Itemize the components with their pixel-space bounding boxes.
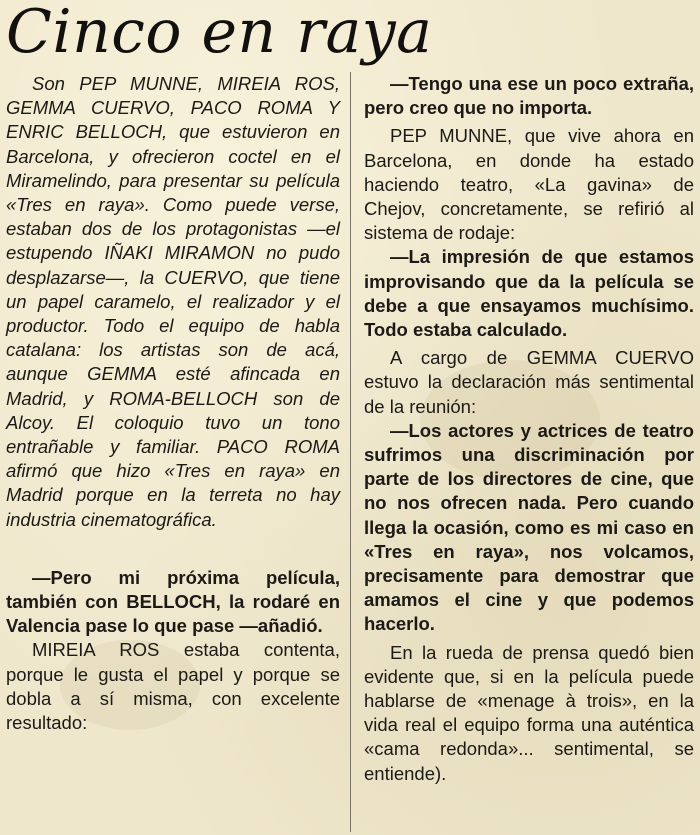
article-headline: Cinco en raya xyxy=(6,0,433,67)
paragraph-gap xyxy=(6,532,340,566)
intro-paragraph: Son PEP MUNNE, MIREIA ROS, GEMMA CUERVO, PACO ROMA Y ENRIC BELLOCH, que estuvieron en Barcelona, y ofrecieron coctel en el Miramelindo, para presentar su película «Tres en raya». Como puede verse, estaban dos de los protagonistas —el estupendo IÑAKI MIRAMON no pudo desplazarse—, la CUERVO, que tiene un papel caramelo, el realizador y el productor. Todo el equipo de habla catalana: los artistas son de acá, aunque GEMMA esté afincada en Madrid, y ROMA-BELLOCH son de Alcoy. El coloquio tuvo un tono entrañable y familiar. PACO ROMA afirmó que hizo «Tres en raya» en Madrid porque en la terreta no hay industria cinematográfica. xyxy=(6,73,340,530)
body-paragraph: PEP MUNNE, que vive ahora en Barcelona, en donde ha estado haciendo teatro, «La gavina» de Chejov, concretamente, se refirió al sistema de rodaje: xyxy=(364,125,694,244)
quote-paragraph: —Tengo una ese un poco extraña, pero creo que no importa. xyxy=(364,73,694,119)
quote-paragraph: —La impresión de que estamos improvisando que da la película se debe a que ensayamos muchísimo. Todo estaba calculado. xyxy=(364,246,694,341)
body-paragraph: MIREIA ROS estaba contenta, porque le gusta el papel y porque se dobla a sí misma, con excelente resultado: xyxy=(6,639,340,734)
left-column xyxy=(6,72,340,735)
quote-paragraph: —Pero mi próxima película, también con BELLOCH, la rodaré en Valencia pase lo que pase —añadió. xyxy=(6,566,340,637)
body-paragraph: En la rueda de prensa quedó bien evidente que, si en la película puede hablarse de «menage à trois», en la vida real el equipo forma una auténtica «cama redonda»... sentimental, se entiende). xyxy=(364,641,694,784)
right-column xyxy=(364,72,694,786)
quote-paragraph: —Los actores y actrices de teatro sufrimos una discriminación por parte de los directores de cine, que no nos ofrecen nada. Pero cuando llega la ocasión, como es mi caso en «Tres en raya», nos volcamos, precisamente para demostrar que amamos el cine y que podemos hacerlo. xyxy=(364,419,694,635)
body-paragraph: A cargo de GEMMA CUERVO estuvo la declaración más sentimental de la reunión: xyxy=(364,347,694,417)
column-divider xyxy=(350,72,351,832)
